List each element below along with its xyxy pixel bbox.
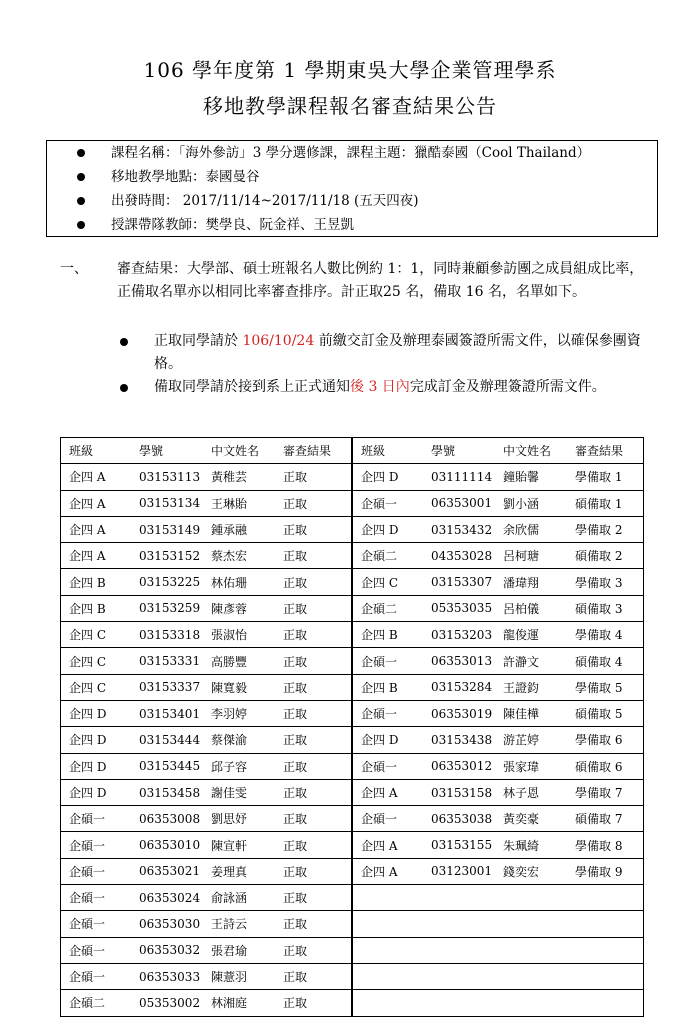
name-cell: 劉思妤 xyxy=(211,812,248,827)
class-cell: 企碩二 xyxy=(361,601,398,616)
bullet-icon xyxy=(77,173,85,181)
class-cell: 企碩一 xyxy=(69,943,106,958)
result-cell: 正取 xyxy=(283,575,308,590)
course-info-box xyxy=(46,140,658,237)
class-cell: 企四 B xyxy=(69,575,106,590)
class-cell: 企四 D xyxy=(361,523,399,538)
class-cell: 企碩一 xyxy=(361,654,398,669)
name-cell: 俞詠涵 xyxy=(211,891,248,906)
result-cell: 正取 xyxy=(283,654,308,669)
table-row xyxy=(61,569,644,595)
column-header: 班級 xyxy=(69,444,94,459)
name-cell: 蔡杰宏 xyxy=(211,549,248,564)
class-cell: 企碩二 xyxy=(361,549,398,564)
result-cell: 學備取 1 xyxy=(575,470,623,485)
class-cell: 企四 C xyxy=(69,654,106,669)
name-cell: 姜理真 xyxy=(211,864,248,879)
name-cell: 錢奕宏 xyxy=(503,864,540,879)
bullet-icon xyxy=(77,221,85,229)
student-id-cell: 03153432 xyxy=(431,522,493,537)
table-row xyxy=(61,963,644,989)
deadline-date: 106/10/24 xyxy=(242,333,315,349)
column-header: 中文姓名 xyxy=(503,444,552,459)
student-id-cell: 04353028 xyxy=(431,548,493,563)
student-id-cell: 06353021 xyxy=(139,864,201,879)
info-line-location xyxy=(77,165,657,189)
table-row xyxy=(61,490,644,516)
info-line-teachers xyxy=(77,213,657,237)
student-id-cell: 03153158 xyxy=(431,785,493,800)
note-text: 正取同學請於 xyxy=(154,333,243,349)
left-entry-cell xyxy=(61,674,353,700)
name-cell: 潘瑋翔 xyxy=(503,575,540,590)
left-entry-cell xyxy=(61,990,353,1016)
right-entry-cell xyxy=(352,438,644,464)
name-cell: 張君瑜 xyxy=(211,943,248,958)
section-number: 一、 xyxy=(60,261,88,277)
right-entry-cell xyxy=(352,779,644,805)
table-row xyxy=(61,700,644,726)
student-id-cell: 05353035 xyxy=(431,601,493,616)
class-cell: 企四 C xyxy=(69,680,106,695)
result-cell: 正取 xyxy=(283,812,308,827)
left-entry-cell xyxy=(61,806,353,832)
class-cell: 企碩一 xyxy=(361,496,398,511)
result-cell: 正取 xyxy=(283,733,308,748)
name-cell: 許瀞文 xyxy=(503,654,540,669)
student-id-cell: 06353013 xyxy=(431,654,493,669)
name-cell: 陳宣軒 xyxy=(211,838,248,853)
name-cell: 呂柯瑭 xyxy=(503,549,540,564)
result-cell: 正取 xyxy=(283,759,308,774)
left-entry-cell xyxy=(61,464,353,490)
result-cell: 學備取 5 xyxy=(575,680,623,695)
result-cell: 學備取 7 xyxy=(575,786,623,800)
result-cell: 正取 xyxy=(283,864,308,879)
right-entry-cell xyxy=(352,674,644,700)
student-id-cell: 06353008 xyxy=(139,811,201,826)
class-cell: 企碩一 xyxy=(69,812,106,827)
left-entry-cell xyxy=(61,595,353,621)
class-cell: 企碩一 xyxy=(69,970,106,985)
right-entry-cell xyxy=(352,490,644,516)
class-cell: 企四 C xyxy=(361,575,398,590)
name-cell: 陳寬毅 xyxy=(211,680,248,695)
result-cell: 碩備取 1 xyxy=(575,496,623,511)
name-cell: 鐘貽馨 xyxy=(503,470,540,485)
table-row xyxy=(61,885,644,911)
result-cell: 正取 xyxy=(283,549,308,564)
class-cell: 企碩二 xyxy=(69,996,106,1011)
class-cell: 企四 C xyxy=(69,628,106,643)
table-row xyxy=(61,937,644,963)
left-entry-cell xyxy=(61,700,353,726)
student-id-cell: 03153444 xyxy=(139,732,201,747)
student-id-cell: 03153259 xyxy=(139,601,201,616)
page-subtitle: 移地教學課程報名審查結果公告 xyxy=(203,94,497,118)
table-row xyxy=(61,516,644,542)
result-cell: 正取 xyxy=(283,917,308,932)
table-header-row xyxy=(61,438,644,464)
student-id-cell: 06353024 xyxy=(139,890,201,905)
student-id-cell: 03153401 xyxy=(139,706,201,721)
name-cell: 鍾承融 xyxy=(211,523,248,538)
name-cell: 黃稚芸 xyxy=(211,470,248,485)
result-cell: 正取 xyxy=(283,628,308,643)
student-id-cell: 03153331 xyxy=(139,654,201,669)
name-cell: 朱珮綺 xyxy=(503,838,540,853)
result-cell: 碩備取 7 xyxy=(575,812,623,827)
table-row xyxy=(61,727,644,753)
column-header: 班級 xyxy=(361,444,386,459)
right-entry-cell xyxy=(352,911,644,937)
student-id-cell: 06353019 xyxy=(431,706,493,721)
right-entry-cell xyxy=(352,727,644,753)
admitted-note-text xyxy=(154,330,654,376)
right-entry-cell xyxy=(352,806,644,832)
column-header: 學號 xyxy=(431,444,456,459)
class-cell: 企四 B xyxy=(361,628,398,643)
student-id-cell: 03153134 xyxy=(139,496,201,511)
name-cell: 黃奕豪 xyxy=(503,812,540,827)
result-cell: 碩備取 6 xyxy=(575,759,623,774)
right-entry-cell xyxy=(352,622,644,648)
left-entry-cell xyxy=(61,543,353,569)
review-paragraph: 審查結果：大學部、碩士班報名人數比例約 1：1，同時兼顧參訪團之成員組成比率，正備取名單亦以相同比率審查排序。計正取25 名，備取 16 名，名單如下。 xyxy=(117,261,644,300)
result-cell: 學備取 3 xyxy=(575,575,623,590)
left-entry-cell xyxy=(61,858,353,884)
results-table xyxy=(60,437,644,1017)
name-cell: 王詩云 xyxy=(211,917,248,932)
table-row xyxy=(61,779,644,805)
note-text: 備取同學請於接到系上正式通知 xyxy=(154,379,350,395)
info-text: 授課帶隊教師：樊學良、阮金祥、王昱凱 xyxy=(111,217,354,233)
left-entry-cell xyxy=(61,911,353,937)
left-entry-cell xyxy=(61,753,353,779)
class-cell: 企四 A xyxy=(69,496,106,511)
right-entry-cell xyxy=(352,990,644,1016)
result-cell: 學備取 4 xyxy=(575,628,623,643)
left-entry-cell xyxy=(61,779,353,805)
deadline-days: 後 3 日內 xyxy=(350,379,410,395)
info-text: 課程名稱：「海外參訪」3 學分選修課，課程主題：獵酷泰國（Cool Thailand） xyxy=(111,145,591,161)
result-cell: 碩備取 4 xyxy=(575,654,623,669)
result-cell: 正取 xyxy=(283,680,308,695)
class-cell: 企碩一 xyxy=(69,838,106,853)
column-header: 中文姓名 xyxy=(211,444,260,459)
name-cell: 謝佳雯 xyxy=(211,786,248,800)
class-cell: 企四 D xyxy=(69,786,107,800)
class-cell: 企碩一 xyxy=(69,917,106,932)
result-cell: 正取 xyxy=(283,470,308,485)
result-cell: 正取 xyxy=(283,891,308,906)
name-cell: 陳彥蓉 xyxy=(211,601,248,616)
student-id-cell: 06353010 xyxy=(139,838,201,853)
name-cell: 李羽婷 xyxy=(211,707,248,722)
class-cell: 企碩一 xyxy=(361,812,398,827)
bullet-icon xyxy=(120,384,128,392)
student-id-cell: 03123001 xyxy=(431,864,493,879)
result-cell: 正取 xyxy=(283,943,308,958)
name-cell: 王證鈞 xyxy=(503,680,540,695)
class-cell: 企四 A xyxy=(361,864,398,879)
class-cell: 企四 A xyxy=(361,838,398,853)
right-entry-cell xyxy=(352,595,644,621)
table-row xyxy=(61,858,644,884)
left-entry-cell xyxy=(61,648,353,674)
student-id-cell: 06353001 xyxy=(431,496,493,511)
right-entry-cell xyxy=(352,832,644,858)
class-cell: 企四 A xyxy=(69,549,106,564)
column-header: 審查結果 xyxy=(575,444,624,459)
class-cell: 企四 D xyxy=(69,759,107,774)
student-id-cell: 03111114 xyxy=(431,469,493,484)
result-cell: 正取 xyxy=(283,496,308,511)
table-row xyxy=(61,464,644,490)
student-id-cell: 03153438 xyxy=(431,732,493,747)
info-line-departure xyxy=(77,189,657,213)
class-cell: 企四 D xyxy=(361,470,399,485)
result-cell: 碩備取 5 xyxy=(575,707,623,722)
name-cell: 龍俊運 xyxy=(503,628,540,643)
name-cell: 邱子容 xyxy=(211,759,248,774)
student-id-cell: 03153113 xyxy=(139,469,201,484)
table-row xyxy=(61,990,644,1016)
result-cell: 學備取 8 xyxy=(575,838,623,853)
right-entry-cell xyxy=(352,753,644,779)
table-row xyxy=(61,595,644,621)
name-cell: 王琳貽 xyxy=(211,496,248,511)
page-title: 106 學年度第 1 學期東吳大學企業管理學系 xyxy=(143,58,557,82)
student-id-cell: 03153149 xyxy=(139,522,201,537)
left-entry-cell xyxy=(61,438,353,464)
student-id-cell: 03153152 xyxy=(139,548,201,563)
name-cell: 劉小涵 xyxy=(503,496,540,511)
name-cell: 余欣儒 xyxy=(503,523,540,538)
class-cell: 企碩一 xyxy=(361,707,398,722)
table-row xyxy=(61,753,644,779)
name-cell: 張家瑋 xyxy=(503,759,540,774)
table-row xyxy=(61,674,644,700)
class-cell: 企四 A xyxy=(69,523,106,538)
student-id-cell: 03153203 xyxy=(431,627,493,642)
right-entry-cell xyxy=(352,543,644,569)
info-text: 出發時間： 2017/11/14~2017/11/18 (五天四夜) xyxy=(111,193,419,209)
right-entry-cell xyxy=(352,885,644,911)
class-cell: 企四 D xyxy=(69,733,107,748)
class-cell: 企四 D xyxy=(69,707,107,722)
bullet-icon xyxy=(120,338,128,346)
name-cell: 游芷婷 xyxy=(503,733,540,748)
info-text: 移地教學地點：泰國曼谷 xyxy=(111,169,260,185)
class-cell: 企四 B xyxy=(361,680,398,695)
name-cell: 呂柏儀 xyxy=(503,601,540,616)
result-cell: 學備取 6 xyxy=(575,733,623,748)
table-row xyxy=(61,648,644,674)
student-id-cell: 06353033 xyxy=(139,969,201,984)
table-row xyxy=(61,806,644,832)
right-entry-cell xyxy=(352,464,644,490)
name-cell: 林湘庭 xyxy=(211,996,248,1011)
student-id-cell: 03153337 xyxy=(139,680,201,695)
bullet-icon xyxy=(77,149,85,157)
name-cell: 林子恩 xyxy=(503,786,540,800)
student-id-cell: 03153318 xyxy=(139,627,201,642)
table-row xyxy=(61,622,644,648)
name-cell: 高勝豐 xyxy=(211,654,248,669)
table-row xyxy=(61,832,644,858)
student-id-cell: 03153307 xyxy=(431,575,493,590)
class-cell: 企碩一 xyxy=(69,891,106,906)
note-text: 前繳交訂金及辦理泰國簽證所需文件，以確保參團資格。 xyxy=(154,333,641,372)
class-cell: 企四 A xyxy=(361,786,398,800)
right-entry-cell xyxy=(352,937,644,963)
student-id-cell: 06353012 xyxy=(431,759,493,774)
left-entry-cell xyxy=(61,569,353,595)
left-entry-cell xyxy=(61,490,353,516)
result-cell: 正取 xyxy=(283,523,308,538)
right-entry-cell xyxy=(352,648,644,674)
result-cell: 正取 xyxy=(283,707,308,722)
waitlist-note-text xyxy=(154,376,654,399)
right-entry-cell xyxy=(352,516,644,542)
name-cell: 林佑珊 xyxy=(211,575,248,590)
result-cell: 學備取 2 xyxy=(575,523,623,538)
student-id-cell: 03153445 xyxy=(139,759,201,774)
table-row xyxy=(61,543,644,569)
class-cell: 企碩一 xyxy=(69,864,106,879)
class-cell: 企四 A xyxy=(69,470,106,485)
result-cell: 正取 xyxy=(283,970,308,985)
result-cell: 碩備取 2 xyxy=(575,549,623,564)
name-cell: 陳佳樺 xyxy=(503,707,540,722)
right-entry-cell xyxy=(352,700,644,726)
student-id-cell: 03153458 xyxy=(139,785,201,800)
left-entry-cell xyxy=(61,937,353,963)
student-id-cell: 05353002 xyxy=(139,995,201,1010)
result-cell: 正取 xyxy=(283,838,308,853)
table-row xyxy=(61,911,644,937)
student-id-cell: 06353032 xyxy=(139,943,201,958)
result-cell: 正取 xyxy=(283,786,308,800)
student-id-cell: 03153225 xyxy=(139,575,201,590)
name-cell: 張淑怡 xyxy=(211,628,248,643)
class-cell: 企四 D xyxy=(361,733,399,748)
student-id-cell: 03153284 xyxy=(431,680,493,695)
result-cell: 碩備取 3 xyxy=(575,601,623,616)
bullet-icon xyxy=(77,197,85,205)
left-entry-cell xyxy=(61,832,353,858)
name-cell: 陳薏羽 xyxy=(211,970,248,985)
student-id-cell: 03153155 xyxy=(431,838,493,853)
result-cell: 正取 xyxy=(283,601,308,616)
column-header: 審查結果 xyxy=(283,444,332,459)
student-id-cell: 06353030 xyxy=(139,916,201,931)
student-id-cell: 06353038 xyxy=(431,811,493,826)
right-entry-cell xyxy=(352,963,644,989)
result-cell: 學備取 9 xyxy=(575,864,623,879)
column-header: 學號 xyxy=(139,444,164,459)
result-cell: 正取 xyxy=(283,996,308,1011)
class-cell: 企碩一 xyxy=(361,759,398,774)
info-line-course xyxy=(77,141,657,165)
left-entry-cell xyxy=(61,516,353,542)
note-text: 完成訂金及辦理簽證所需文件。 xyxy=(409,379,606,395)
left-entry-cell xyxy=(61,622,353,648)
name-cell: 蔡傑渝 xyxy=(211,733,248,748)
left-entry-cell xyxy=(61,963,353,989)
class-cell: 企四 B xyxy=(69,601,106,616)
left-entry-cell xyxy=(61,885,353,911)
right-entry-cell xyxy=(352,858,644,884)
left-entry-cell xyxy=(61,727,353,753)
right-entry-cell xyxy=(352,569,644,595)
